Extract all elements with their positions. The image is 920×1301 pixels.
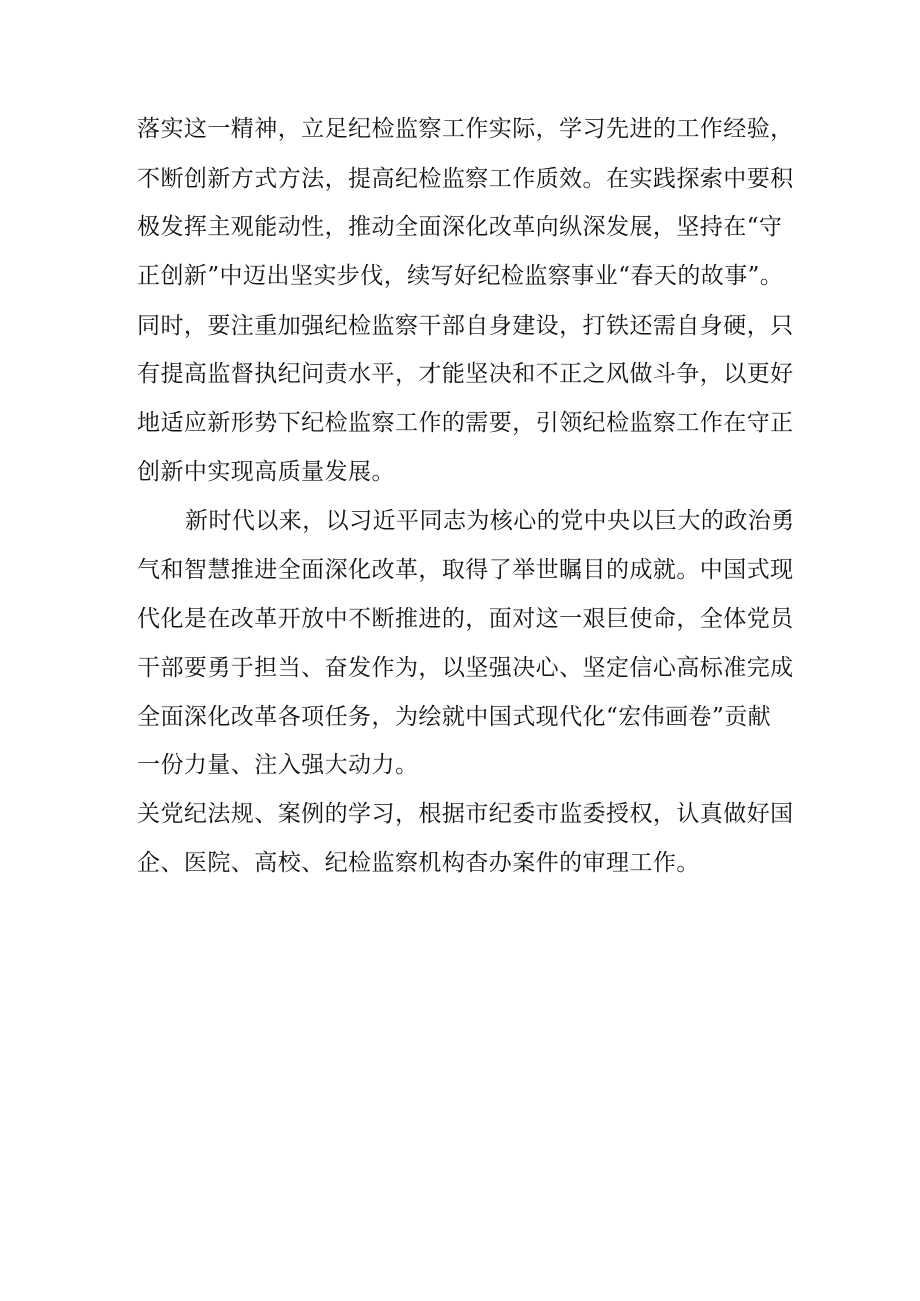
paragraph-2-line-5: 全面深化改革各项任务，为绘就中国式现代化“宏伟画卷”贡献	[137, 704, 772, 730]
paragraph-3-line-1: 关党纪法规、案例的学习，根据市纪委市监委授权，认真做好国	[137, 801, 794, 827]
paragraph-1-line-1: 落实这一精神，立足纪检监察工作实际，学习先进的工作经验，	[137, 116, 794, 142]
paragraph-3-line-2: 企、医院、高校、纪检监察机构杳办案件的审理工作。	[137, 850, 700, 876]
paragraph-1-line-6: 有提高监督执纪问责水平，才能坚决和不正之风做斗争，以更好	[137, 361, 794, 387]
paragraph-1-line-5: 同时，要注重加强纪检监察干部自身建设，打铁还需自身硬，只	[137, 313, 794, 339]
paragraph-1-line-3: 极发挥主观能动性，推动全面深化改革向纵深发展，坚持在“守	[137, 214, 783, 240]
paragraph-2-line-6: 一份力量、注入强大动力。	[137, 752, 419, 778]
paragraph-2-line-1: 新时代以来，以习近平同志为核心的党中央以巨大的政治勇	[185, 508, 795, 534]
paragraph-1-line-2: 不断创新方式方法，提高纪检监察工作质效。在实践探索中要积	[137, 166, 794, 192]
paragraph-1-line-4: 正创新”中迈出坚实步伐，续写好纪检监察事业“春天的故事”。	[137, 263, 784, 289]
paragraph-2-line-3: 代化是在改革开放中不断推进的，面对这一艰巨使命，全体党员	[137, 606, 794, 632]
paragraph-1-line-7: 地适应新形势下纪检监察工作的需要，引领纪检监察工作在守正	[137, 410, 794, 436]
paragraph-2-line-4: 干部要勇于担当、奋发作为，以坚强决心、坚定信心高标准完成	[137, 655, 794, 681]
paragraph-1-line-8: 创新中实现高质量发展。	[137, 459, 395, 485]
paragraph-2-line-2: 气和智慧推进全面深化改革，取得了举世瞩目的成就。中国式现	[137, 557, 794, 583]
